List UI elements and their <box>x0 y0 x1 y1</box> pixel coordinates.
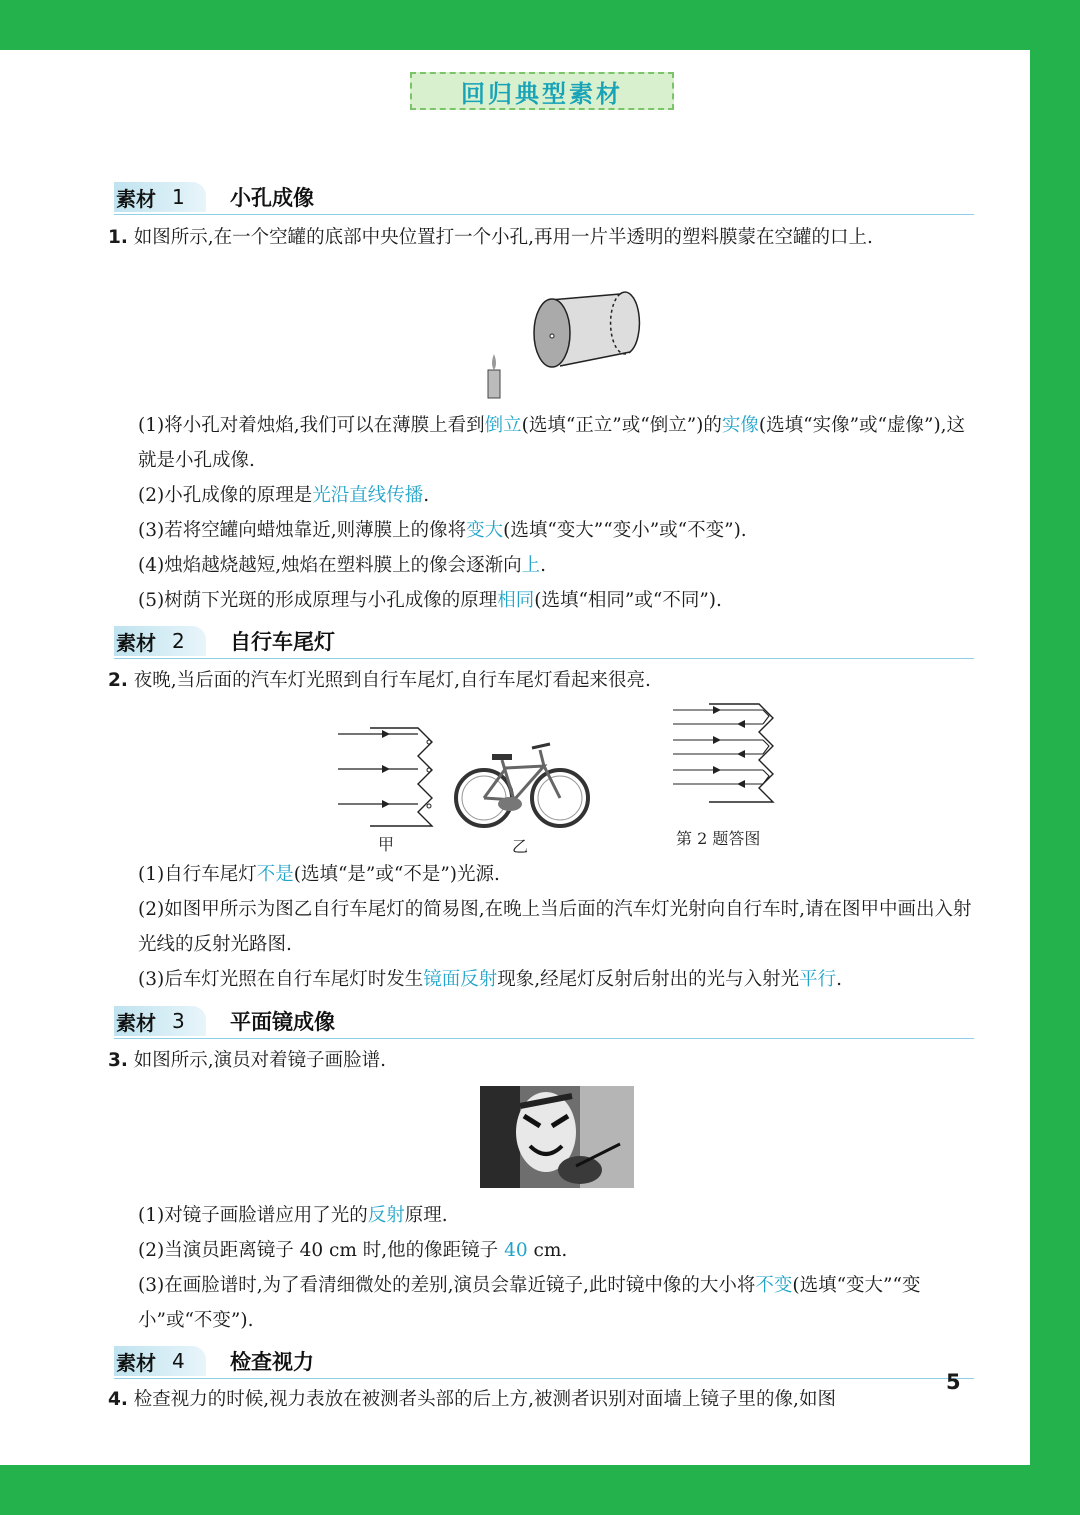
section-tag: 素材 2 <box>114 626 206 656</box>
q1-part-1: (1)将小孔对着烛焰,我们可以在薄膜上看到倒立(选填“正立”或“倒立”)的实像(选填“实像”或“虚像”),这就是小孔成像. <box>138 415 966 471</box>
section-header-4 <box>114 1344 974 1379</box>
section-header-3 <box>114 1004 974 1039</box>
section-tag: 素材 1 <box>114 182 206 212</box>
q2-part-2: (2)如图甲所示为图乙自行车尾灯的简易图,在晚上当后面的汽车灯光射向自行车时,请在图甲中画出入射光线的反射光路图. <box>138 899 972 955</box>
q2-part-1: (1)自行车尾灯不是(选填“是”或“不是”)光源. <box>138 864 500 885</box>
q3-part-3: (3)在画脸谱时,为了看清细微处的差别,演员会靠近镜子,此时镜中像的大小将不变(选填“变大”“变小”或“不变”). <box>138 1275 921 1331</box>
answer: 上 <box>521 555 541 576</box>
answer: 变大 <box>466 520 504 541</box>
answer: 反射 <box>367 1205 405 1226</box>
q2-part-3: (3)后车灯光照在自行车尾灯时发生镜面反射现象,经尾灯反射后射出的光与入射光平行. <box>138 969 843 990</box>
caption-answer-figure: 第 2 题答图 <box>676 829 761 848</box>
answer: 平行 <box>799 969 837 990</box>
bicycle-image <box>454 740 590 832</box>
q3-part-1: (1)对镜子画脸谱应用了光的反射原理. <box>138 1205 448 1226</box>
q3-part-2: (2)当演员距离镜子 40 cm 时,他的像距镜子 40 cm. <box>138 1240 568 1261</box>
tail-light-diagram-jia <box>338 724 438 834</box>
opera-mirror-photo <box>480 1086 634 1188</box>
section-title: 平面镜成像 <box>230 1010 335 1034</box>
answer: 实像 <box>721 415 759 436</box>
section-header-2 <box>114 624 974 659</box>
section-title: 小孔成像 <box>230 186 314 210</box>
question-1-stem: 1. 如图所示,在一个空罐的底部中央位置打一个小孔,再用一片半透明的塑料膜蒙在空罐的口上. <box>108 227 873 248</box>
question-4-stem: 4. 检查视力的时候,视力表放在被测者头部的后上方,被测者识别对面墙上镜子里的像,如图 <box>108 1389 836 1410</box>
caption-yi: 乙 <box>512 837 529 856</box>
answer: 不变 <box>755 1275 793 1296</box>
q1-part-4: (4)烛焰越烧越短,烛焰在塑料膜上的像会逐渐向上. <box>138 555 546 576</box>
question-2-stem: 2. 夜晚,当后面的汽车灯光照到自行车尾灯,自行车尾灯看起来很亮. <box>108 670 651 691</box>
answer: 倒立 <box>484 415 522 436</box>
answer: 镜面反射 <box>423 969 498 990</box>
page-number: 5 <box>946 1370 961 1394</box>
answer: 相同 <box>497 590 535 611</box>
q1-part-3: (3)若将空罐向蜡烛靠近,则薄膜上的像将变大(选填“变大”“变小”或“不变”). <box>138 520 747 541</box>
section-title: 自行车尾灯 <box>230 630 335 654</box>
can-and-candle-figure <box>480 290 640 400</box>
section-title: 检查视力 <box>230 1350 314 1374</box>
answer: 不是 <box>256 864 294 885</box>
section-tag: 素材 3 <box>114 1006 206 1036</box>
answer: 40 <box>504 1240 528 1261</box>
section-tag: 素材 4 <box>114 1346 206 1376</box>
page-title: 回归典型素材 <box>410 72 674 110</box>
q1-part-2: (2)小孔成像的原理是光沿直线传播. <box>138 485 430 506</box>
caption-jia: 甲 <box>378 835 395 854</box>
section-header-1 <box>114 180 974 215</box>
answer: 光沿直线传播 <box>312 485 424 506</box>
tail-light-answer-diagram <box>673 700 783 812</box>
question-3-stem: 3. 如图所示,演员对着镜子画脸谱. <box>108 1050 387 1071</box>
q1-part-5: (5)树荫下光斑的形成原理与小孔成像的原理相同(选填“相同”或“不同”). <box>138 590 722 611</box>
